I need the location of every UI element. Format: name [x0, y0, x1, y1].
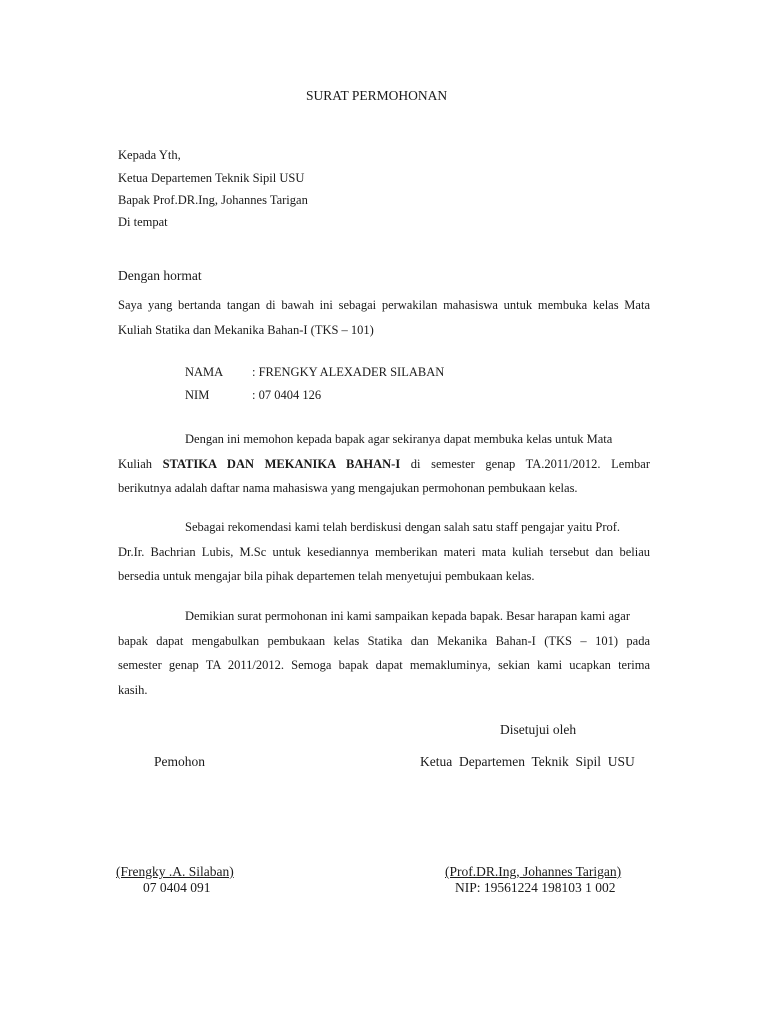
- address-recipient-office: Ketua Departemen Teknik Sipil USU: [118, 171, 305, 185]
- intro-line: Kuliah Statika dan Mekanika Bahan-I (TKS – 101): [118, 322, 374, 337]
- nim-label: NIM: [185, 388, 210, 402]
- paragraph-line: bersedia untuk mengajar bila pihak departemen telah menyetujui pembukaan kelas.: [118, 569, 535, 583]
- address-salutation: Kepada Yth,: [118, 148, 181, 162]
- applicant-role: Pemohon: [154, 754, 206, 769]
- paragraph-line: semester genap TA 2011/2012. Semoga bapak dapat memakluminya, sekian kami ucapkan terima: [118, 658, 650, 672]
- nim-value: : 07 0404 126: [252, 388, 322, 402]
- paragraph-line: bapak dapat mengabulkan pembukaan kelas Statika dan Mekanika Bahan-I (TKS – 101) pada: [118, 633, 650, 648]
- name-label: NAMA: [185, 365, 224, 379]
- paragraph-line: Kuliah: [118, 456, 153, 471]
- intro-line: Saya yang bertanda tangan di bawah ini sebagai perwakilan mahasiswa untuk membuka kelas Mata: [118, 298, 650, 312]
- paragraph-line: Demikian surat permohonan ini kami sampaikan kepada bapak. Besar harapan kami agar: [185, 609, 630, 623]
- paragraph-line: kasih.: [118, 682, 148, 697]
- body-paragraph-3: [118, 604, 650, 702]
- applicant-id-number: 07 0404 091: [143, 880, 211, 895]
- approver-role: Ketua Departemen Teknik Sipil USU: [420, 754, 635, 769]
- paragraph-line: berikutnya adalah daftar nama mahasiswa yang mengajukan permohonan pembukaan kelas.: [118, 481, 578, 495]
- paragraph-line: Sebagai rekomendasi kami telah berdiskusi dengan salah satu staff pengajar yaitu Prof.: [185, 520, 621, 534]
- applicant-signature-name: (Frengky .A. Silaban): [116, 864, 234, 879]
- approver-id-number: NIP: 19561224 198103 1 002: [455, 880, 616, 895]
- name-value: : FRENGKY ALEXADER SILABAN: [252, 365, 445, 379]
- course-name-emphasis: STATIKA DAN MEKANIKA BAHAN-I: [162, 456, 401, 471]
- letter-title: SURAT PERMOHONAN: [306, 88, 448, 103]
- approved-by-label: Disetujui oleh: [500, 722, 577, 737]
- greeting: Dengan hormat: [118, 268, 202, 283]
- paragraph-line: di semester genap TA.2011/2012. Lembar: [410, 456, 651, 471]
- paragraph-line: Dr.Ir. Bachrian Lubis, M.Sc untuk kesediannya memberikan materi mata kuliah tersebut dan beliau: [118, 544, 650, 559]
- address-location: Di tempat: [118, 215, 168, 229]
- body-paragraph-2: [118, 515, 650, 589]
- approver-signature-name: (Prof.DR.Ing, Johannes Tarigan): [445, 864, 622, 879]
- paragraph-line: Dengan ini memohon kepada bapak agar sekiranya dapat membuka kelas untuk Mata: [185, 432, 613, 446]
- body-paragraph-1: [118, 427, 650, 501]
- address-recipient-name: Bapak Prof.DR.Ing, Johannes Tarigan: [118, 193, 308, 207]
- intro-paragraph: [118, 293, 650, 342]
